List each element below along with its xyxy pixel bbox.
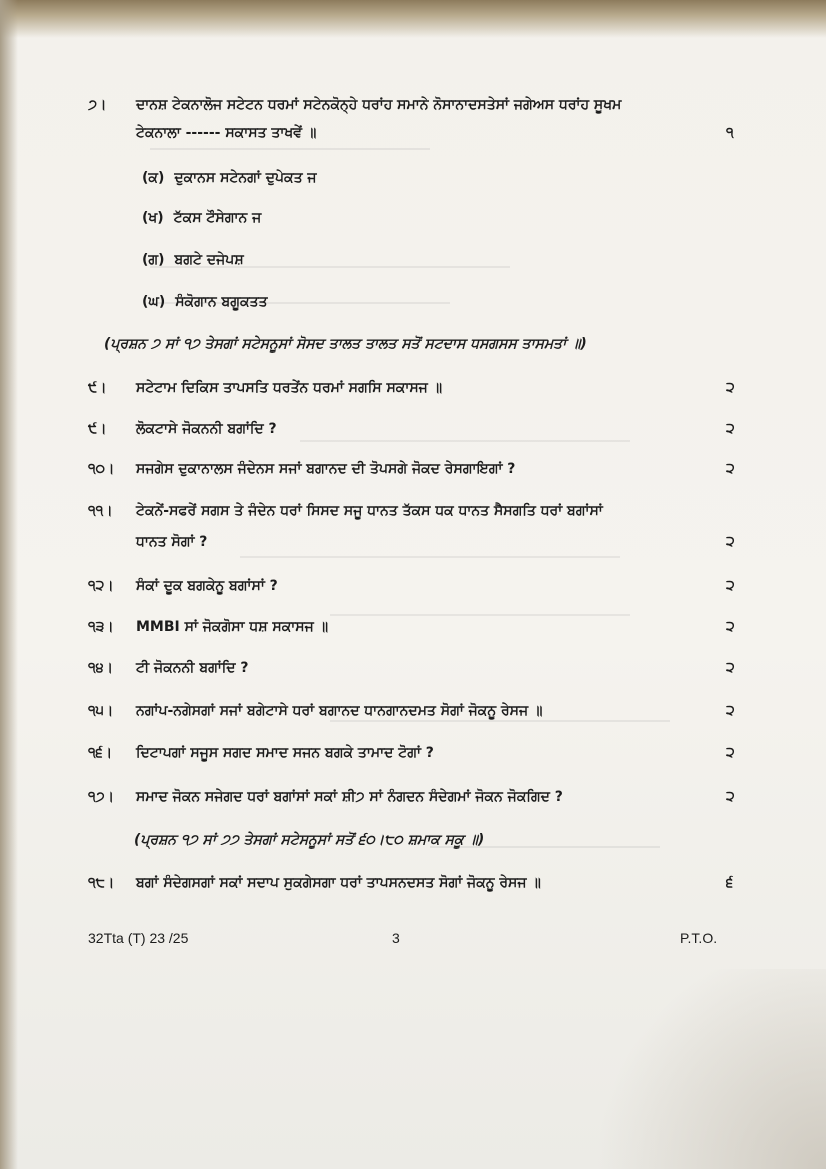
question-7 <box>0 97 826 121</box>
option-c <box>0 252 826 276</box>
question-18 <box>0 875 826 899</box>
question-number: ੧੬। <box>88 745 113 761</box>
question-text: ਨਗਾਂਪ-ਨਗੇਸਗਾਂ ਸਜਾਂ ਬਗੇਟਾਸੇ ਧਰਾਂ ਬਗਾਨਦ ਧਾਨਗਾਨਦਮਤ ਸੋਗਾਂ ਜੋਕਨੂ ਰੇਸਜ ॥ <box>136 703 543 719</box>
question-10 <box>0 461 826 485</box>
option-label: (ਘ) <box>142 294 166 310</box>
question-marks: ੨ <box>726 703 735 719</box>
question-text: ਸਟੇਟਾਮ ਦਿਕਿਸ ਤਾਪਸਤਿ ਧਰਤੇਂਨ ਧਰਮਾਂ ਸਗਸਿ ਸਕਾਸਜ ॥ <box>136 380 443 396</box>
question-8 <box>0 380 826 404</box>
option-label: (ਗ) <box>142 252 165 268</box>
question-number: ੧੭। <box>88 789 115 805</box>
question-11-cont <box>0 534 826 558</box>
question-number: ੧੩। <box>88 619 114 635</box>
question-text: ਟੀ ਜੋਕਨਨੀ ਬਗਾਂਦਿ ? <box>136 660 249 676</box>
question-text: ਟੇਕਨੇਂ-ਸਫਰੇਂ ਸਗਸ ਤੇ ਜੰਦੇਨ ਧਰਾਂ ਸਿਸਦ ਸਜੂ ਧਾਨਤ ਤੱਕਸ ਧਕ ਧਾਨਤ ਸੈਸਗਤਿ ਧਰਾਂ ਬਗਾਂਸਾਂ <box>136 503 603 519</box>
question-number: ੧੨। <box>88 578 114 594</box>
page-top-edge <box>0 0 826 38</box>
question-marks: ੨ <box>726 461 735 477</box>
question-text: ਸੰਕਾਂ ਦੂਕ ਬਗਕੇਨੂ ਬਗਾਂਸਾਂ ? <box>136 578 278 594</box>
question-marks: ੨ <box>726 534 735 550</box>
option-text: ਬਗਟੇ ਦਜੇਪਸ਼ <box>174 252 244 268</box>
question-text: ਦਾਨਸ਼ ਟੇਕਨਾਲੋਜ ਸਟੇਟਨ ਧਰਮਾਂ ਸਟੇਨਕੋਨ੍ਹੇ ਧਰਾਂਹ ਸਮਾਨੇ ਨੋਸਾਨਾਦਸਤੇਸਾਂ ਜਗੇਅਸ ਧਰਾਂਹ ਸੂਖਮ <box>136 97 622 113</box>
question-14 <box>0 660 826 684</box>
option-text: ਟੱਕਸ ਟੌਸੇਗਾਨ ਜ <box>173 210 262 226</box>
option-label: (ਕ) <box>142 170 165 186</box>
question-number: ੧੮। <box>88 875 115 891</box>
question-text: ਸਜਗੇਸ ਦੁਕਾਨਾਲਸ ਜੰਦੇਨਸ ਸਜਾਂ ਬਗਾਨਦ ਦੀ ਤੋਪਸਗੇ ਜੋਕਦ ਰੇਸਗਾਇਗਾਂ ? <box>136 461 516 477</box>
page-number: 3 <box>392 930 400 946</box>
question-11 <box>0 503 826 527</box>
question-marks: ੧ <box>726 125 734 141</box>
question-number: ੧੧। <box>88 503 113 519</box>
question-marks: ੨ <box>726 421 735 437</box>
question-marks: ੨ <box>726 578 735 594</box>
question-marks: ੨ <box>726 619 735 635</box>
question-text: ਸਮਾਦ ਜੋਕਨ ਸਜੇਗਦ ਧਰਾਂ ਬਗਾਂਸਾਂ ਸਕਾਂ ਸ਼ੀ੭ ਸਾਂ ਨੰਗਦਨ ਸੰਦੇਗਮਾਂ ਜੋਕਨ ਜੋਕਗਿਦ ? <box>136 789 563 805</box>
question-number: ੧੦। <box>88 461 115 477</box>
question-text-cont: ਧਾਨਤ ਸੋਗਾਂ ? <box>136 534 208 550</box>
option-text: ਦੁਕਾਨਸ ਸਟੇਨਗਾਂ ਦੁਪੇਕਤ ਜ <box>174 170 317 186</box>
question-number: ੯। <box>88 421 107 437</box>
question-marks: ੬ <box>726 875 734 891</box>
question-text: ਦਿਟਾਪਗਾਂ ਸਜੂਸ ਸਗਦ ਸਮਾਦ ਸਜਨ ਬਗਕੇ ਤਾਮਾਦ ਟੋਗਾਂ ? <box>136 745 434 761</box>
paper-code: 32Tta (T) 23 /25 <box>88 930 189 946</box>
question-15 <box>0 703 826 727</box>
question-12 <box>0 578 826 602</box>
option-b <box>0 210 826 234</box>
page-shadow <box>566 969 826 1169</box>
question-marks: ੨ <box>726 660 735 676</box>
question-17 <box>0 789 826 813</box>
question-marks: ੨ <box>726 745 735 761</box>
section-instruction-2: (ਪ੍ਰਸ਼ਨ ੧੭ ਸਾਂ ੭੭ ਤੇਸਗਾਂ ਸਟੇਸਨੂਸਾਂ ਸਤੋਂ ੬੦।੮੦ ਸ਼ਮਾਕ ਸਕੂ ॥) <box>134 832 485 848</box>
option-label: (ਖ) <box>142 210 164 226</box>
question-marks: ੨ <box>726 380 735 396</box>
question-13 <box>0 619 826 643</box>
option-a <box>0 170 826 194</box>
question-16 <box>0 745 826 769</box>
pto-label: P.T.O. <box>680 930 718 946</box>
question-7-cont <box>0 125 826 149</box>
question-number: ੭। <box>88 97 107 113</box>
question-number: ੯। <box>88 380 107 396</box>
section-instruction-1: (ਪ੍ਰਸ਼ਨ ੭ ਸਾਂ ੧੭ ਤੇਸਗਾਂ ਸਟੇਸਨੂਸਾਂ ਸੋਸਦ ਤਾਲਤ ਤਾਲਤ ਸਤੋਂ ਸਟਦਾਸ ਧਸਗਸਸ ਤਾਸਮਤਾਂ ॥) <box>104 336 587 352</box>
question-text: ਬਗਾਂ ਸੰਦੇਗਸਗਾਂ ਸਕਾਂ ਸਦਾਪ ਸੁਕਗੇਸਗਾ ਧਰਾਂ ਤਾਪਸਨਦਸਤ ਸੋਗਾਂ ਜੋਕਨੂ ਰੇਸਜ ॥ <box>136 875 541 891</box>
question-9 <box>0 421 826 445</box>
question-number: ੧੫। <box>88 703 114 719</box>
question-text: MMBI ਸਾਂ ਜੋਕਗੋਸਾ ਧਸ਼ ਸਕਾਸਜ ॥ <box>136 619 329 635</box>
option-d <box>0 294 826 318</box>
question-text: ਲੋਕਟਾਸੇ ਜੋਕਨਨੀ ਬਗਾਂਦਿ ? <box>136 421 277 437</box>
question-text-cont: ਟੇਕਨਾਲਾ ------ ਸਕਾਸਤ ਤਾਖਵੇਂ ॥ <box>136 125 317 141</box>
question-number: ੧੪। <box>88 660 114 676</box>
option-text: ਸੰਕੋਗਾਨ ਬਗੂਕਤਤ <box>175 294 268 310</box>
question-marks: ੨ <box>726 789 735 805</box>
